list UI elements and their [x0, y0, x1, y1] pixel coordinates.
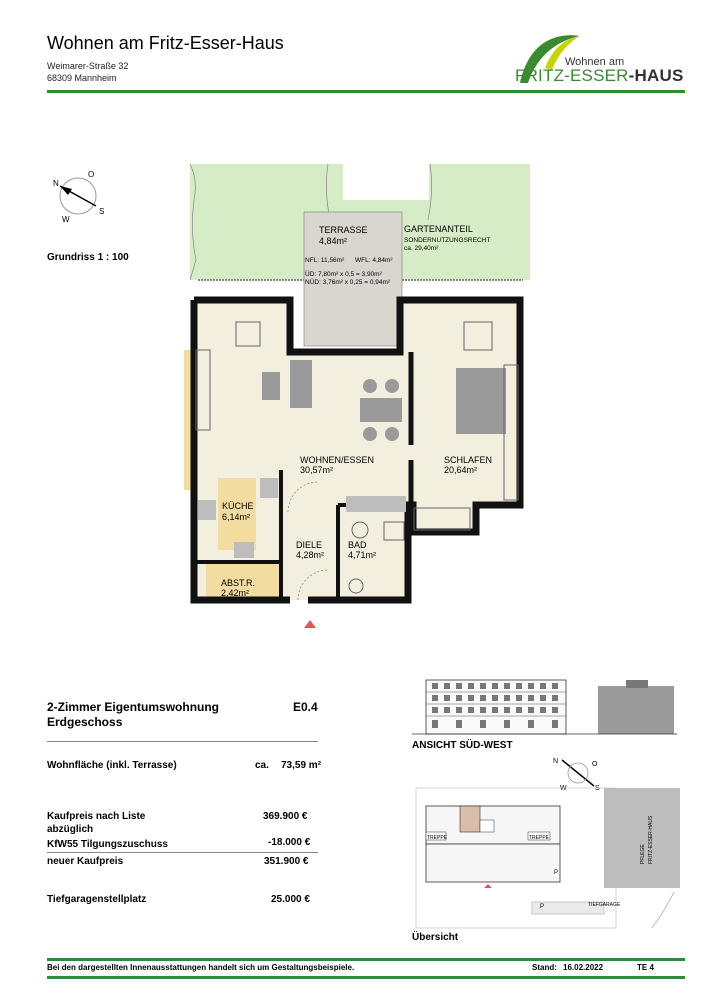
- terrace-ud: ÜD: 7,80m² x 0,5 = 3,90m²: [305, 271, 382, 278]
- site-p1: P: [554, 870, 559, 876]
- svg-text:N: N: [53, 179, 59, 188]
- abst-area: 2,42m²: [221, 588, 250, 598]
- site-fritz: FRITZ-ESSER-HAUS: [648, 815, 654, 864]
- logo-main-text: FRITZ-ESSER-HAUS: [515, 66, 684, 85]
- schlafen-label: SCHLAFEN: [444, 455, 493, 465]
- bad-area: 4,71m²: [348, 550, 377, 560]
- garden-area: ca. 29,40m²: [404, 245, 439, 252]
- logo-top-text: Wohnen am: [565, 56, 625, 68]
- wohnen-label: WOHNEN/ESSEN: [300, 455, 375, 465]
- elevation-label: ANSICHT SÜD-WEST: [412, 740, 513, 751]
- street-address: Weimarer-Straße 32: [47, 61, 129, 71]
- abst-label: ABST.R.: [221, 578, 256, 588]
- garden-sub: SONDERNUTZUNGSRECHT: [404, 237, 491, 244]
- unit-floor: Erdgeschoss: [47, 715, 123, 729]
- svg-text:O: O: [88, 170, 95, 179]
- unit-code: E0.4: [293, 700, 318, 714]
- schlafen-area: 20,64m²: [444, 465, 478, 475]
- list-price-value: 369.900 €: [263, 811, 308, 822]
- list-price-label: Kaufpreis nach Liste: [47, 811, 146, 822]
- site-tiefgarage: TIEFGARAGE: [588, 902, 621, 908]
- svg-text:S: S: [99, 207, 105, 216]
- footer-stand-date: 16.02.2022: [563, 963, 604, 972]
- site-treppe-right: TREPPE: [529, 835, 550, 841]
- city-address: 68309 Mannheim: [47, 73, 117, 83]
- kfw-value: -18.000 €: [268, 837, 311, 848]
- scale-label: Grundriss 1 : 100: [47, 252, 129, 263]
- terrace-nud: NÜD: 3,76m² x 0,25 = 0,94m²: [305, 279, 391, 286]
- svg-text:O: O: [592, 761, 598, 768]
- floor-plan: [178, 160, 538, 630]
- new-price-label: neuer Kaufpreis: [47, 856, 124, 867]
- footer-disclaimer: Bei den dargestellten Innenausstattungen handelt sich um Gestaltungsbeispiele.: [47, 963, 355, 972]
- elevation-drawing: [412, 674, 677, 738]
- diele-label: DIELE: [296, 540, 323, 550]
- kueche-label: KÜCHE: [222, 501, 254, 511]
- wohnen-area: 30,57m²: [300, 465, 334, 475]
- footer-stand-label: Stand:: [532, 963, 557, 972]
- page-title: Wohnen am Fritz-Esser-Haus: [47, 33, 284, 53]
- area-ca: ca.: [255, 760, 269, 771]
- footer-rule: [47, 958, 685, 961]
- diele-area: 4,28m²: [296, 550, 325, 560]
- footer-rule-bottom: [47, 976, 685, 979]
- svg-text:N: N: [553, 758, 559, 765]
- kueche-area: 6,14m²: [222, 512, 251, 522]
- svg-text:W: W: [62, 215, 70, 224]
- bad-label: BAD: [348, 540, 367, 550]
- site-pflege: PFLEGE: [640, 844, 646, 864]
- terrace-area: 4,84m²: [319, 236, 348, 246]
- footer-code: TE 4: [637, 963, 654, 972]
- svg-text:S: S: [595, 785, 600, 792]
- unit-title: 2-Zimmer Eigentumswohnung: [47, 700, 220, 714]
- site-p2: P: [540, 904, 545, 910]
- parking-label: Tiefgaragenstellplatz: [47, 894, 147, 905]
- terrace-nfl: NFL: 11,56m²: [305, 257, 345, 264]
- garden-label: GARTENANTEIL: [404, 224, 473, 234]
- site-plan-label: Übersicht: [412, 932, 459, 943]
- kfw-label: KfW55 Tilgungszuschuss: [47, 839, 168, 850]
- terrace-wfl: WFL: 4,84m²: [355, 257, 393, 264]
- area-value: 73,59 m²: [281, 760, 322, 771]
- unit-divider: [47, 741, 318, 742]
- header-rule: [47, 90, 685, 93]
- site-plan: [412, 752, 682, 932]
- new-price-value: 351.900 €: [264, 856, 309, 867]
- parking-value: 25.000 €: [271, 894, 310, 905]
- price-divider: [47, 852, 318, 853]
- compass-icon: [48, 168, 108, 224]
- site-treppe-left: TREPPE: [427, 835, 448, 841]
- minus-label: abzüglich: [47, 824, 94, 835]
- svg-text:W: W: [560, 785, 567, 792]
- terrace-label: TERRASSE: [319, 225, 368, 235]
- area-label: Wohnfläche (inkl. Terrasse): [47, 760, 177, 771]
